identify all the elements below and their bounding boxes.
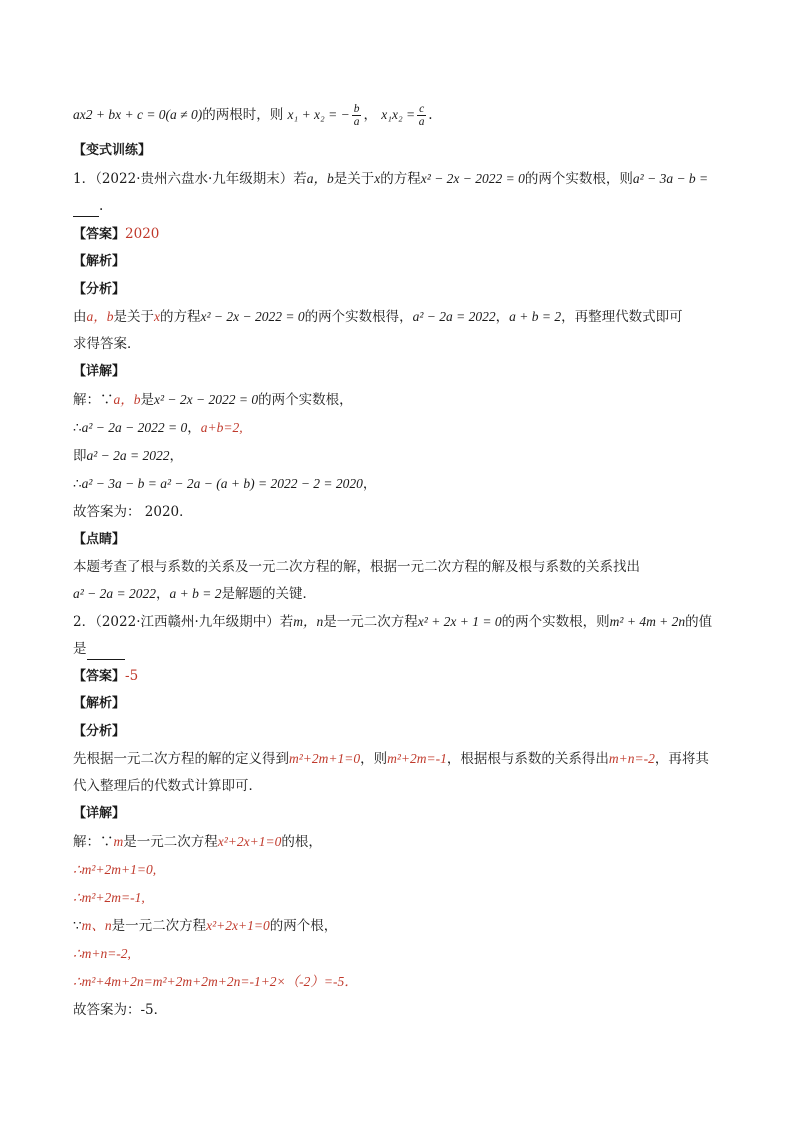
text: ，则 bbox=[360, 751, 388, 767]
q2-text: 的两个实数根，则 bbox=[501, 614, 610, 630]
text: ， bbox=[495, 309, 510, 325]
text: 解：∵ bbox=[73, 392, 114, 408]
q1-vars: a，b bbox=[306, 171, 334, 186]
text: ， bbox=[362, 476, 377, 492]
q2-detail-4 bbox=[73, 916, 337, 936]
frac-numerator: b bbox=[353, 103, 360, 115]
q2-fenxi-label: 【分析】 bbox=[73, 724, 126, 739]
text: ， bbox=[169, 448, 184, 464]
text: 解：∵ bbox=[73, 834, 114, 850]
equation: a² − 2a = 2022 bbox=[86, 448, 170, 463]
q1-stem bbox=[73, 169, 708, 189]
equation: a² − 2a − 2022 = 0 bbox=[81, 420, 188, 435]
q1-text: 是关于 bbox=[333, 171, 375, 187]
q1-detail-5: 故答案为： 2020． bbox=[73, 504, 193, 520]
text: 是一元二次方程 bbox=[111, 918, 207, 934]
q1-fenxi-label: 【分析】 bbox=[73, 282, 126, 297]
q2-vars: m，n bbox=[293, 614, 324, 629]
text: 是一元二次方程 bbox=[123, 834, 218, 850]
q2-detail-1 bbox=[73, 832, 322, 852]
q1-xiangjie-label: 【详解】 bbox=[73, 364, 126, 379]
answer-value: 2020 bbox=[125, 226, 160, 242]
q2-expression: m² + 4m + 2n bbox=[609, 614, 686, 629]
q2-analysis-line2: 代入整理后的代数式计算即可． bbox=[73, 778, 262, 794]
answer-label: 【答案】 bbox=[73, 227, 126, 242]
q2-detail-3: ∴m²+2m=-1, bbox=[73, 890, 145, 905]
vars: a，b bbox=[86, 309, 114, 324]
equation: a² − 2a = 2022 bbox=[412, 309, 496, 324]
q2-jiexi-label: 【解析】 bbox=[73, 696, 126, 711]
text: ， bbox=[187, 420, 201, 436]
text: ∴ bbox=[73, 476, 82, 492]
equation: x² − 2x − 2022 = 0 bbox=[154, 392, 259, 407]
separator: ， bbox=[363, 107, 377, 123]
q1-expression: a² − 3a − b = bbox=[632, 171, 709, 186]
section-title: 【变式训练】 bbox=[73, 143, 152, 158]
q2-detail-7: 故答案为：-5． bbox=[73, 1002, 168, 1018]
q2-analysis-line1 bbox=[73, 749, 709, 769]
q1-dianjing-label: 【点睛】 bbox=[73, 532, 126, 547]
q2-text: 是 bbox=[73, 641, 87, 657]
q1-analysis-line1 bbox=[73, 307, 683, 327]
text: ， bbox=[156, 586, 170, 602]
equation: a+b=2, bbox=[200, 420, 243, 435]
q2-equation: x² + 2x + 1 = 0 bbox=[417, 614, 502, 629]
text: 的根， bbox=[281, 834, 322, 850]
text: 是关于 bbox=[113, 309, 154, 325]
equation: a² − 2a = 2022 bbox=[73, 586, 157, 601]
q2-detail-6: ∴m²+4m+2n=m²+2m+2m+2n=-1+2×（-2）=-5． bbox=[73, 974, 358, 989]
q2-source: 2．（2022·江西赣州·九年级期中）若 bbox=[73, 614, 294, 630]
q2-stem-line2 bbox=[73, 639, 125, 660]
answer-blank bbox=[87, 639, 125, 660]
equation: x² − 2x − 2022 = 0 bbox=[200, 309, 305, 324]
q1-text: 的方程 bbox=[380, 171, 421, 187]
text: ，根据根与系数的关系得出 bbox=[446, 751, 609, 767]
frac-denominator: a bbox=[353, 116, 360, 128]
text: 是解题的关键． bbox=[221, 586, 317, 602]
equation: m²+2m+1=0 bbox=[289, 751, 361, 766]
q1-comment-2 bbox=[73, 584, 316, 604]
q2-detail-2: ∴m²+2m+1=0, bbox=[73, 862, 157, 877]
intro-product: x₁x₂ = bbox=[381, 107, 416, 122]
q1-detail-1 bbox=[73, 390, 353, 410]
q1-var-x: x bbox=[374, 171, 381, 186]
q1-detail-3 bbox=[73, 446, 183, 466]
text: ，再将其 bbox=[654, 751, 709, 767]
answer-label: 【答案】 bbox=[73, 669, 126, 684]
equation: m+n=-2 bbox=[608, 751, 655, 766]
equation: x²+2x+1=0 bbox=[206, 918, 270, 933]
q2-xiangjie-label: 【详解】 bbox=[73, 806, 126, 821]
q1-blank-line bbox=[73, 196, 103, 217]
text: 由 bbox=[73, 309, 87, 325]
frac-denominator: a bbox=[418, 116, 425, 128]
q1-answer bbox=[73, 224, 159, 245]
equation: m²+2m=-1 bbox=[387, 751, 447, 766]
equation: x²+2x+1=0 bbox=[217, 834, 282, 849]
q2-answer bbox=[73, 666, 138, 687]
text: 的两个根， bbox=[269, 918, 338, 934]
var-m: m bbox=[113, 834, 124, 849]
frac-numerator: c bbox=[419, 103, 425, 115]
intro-text: 的两根时，则 bbox=[202, 107, 284, 123]
equation: a² − 3a − b = a² − 2a − (a + b) = 2022 − 2 = 2020 bbox=[81, 476, 363, 491]
equation: a + b = 2 bbox=[169, 586, 222, 601]
q1-source: 1．（2022·贵州六盘水·九年级期末）若 bbox=[73, 171, 307, 187]
intro-sum: x₁ + x₂ = − bbox=[287, 107, 350, 122]
q1-analysis-line2: 求得答案． bbox=[73, 336, 141, 352]
q2-stem bbox=[73, 612, 712, 632]
text: ，再整理代数式即可 bbox=[561, 309, 683, 325]
text: 即 bbox=[73, 448, 87, 464]
text: 的两个实数根得， bbox=[304, 309, 413, 325]
fraction-c-over-a bbox=[417, 103, 426, 128]
q2-text: 的值 bbox=[685, 614, 713, 630]
q1-blank-end: . bbox=[99, 198, 104, 214]
q1-comment-1: 本题考查了根与系数的关系及一元二次方程的解，根据一元二次方程的解及根与系数的关系找出 bbox=[73, 559, 640, 575]
answer-blank bbox=[73, 196, 99, 217]
text: ∴ bbox=[73, 420, 82, 436]
intro-equation: ax2 + bx + c = 0(a ≠ 0) bbox=[73, 107, 203, 122]
text: 的方程 bbox=[160, 309, 201, 325]
q1-equation: x² − 2x − 2022 = 0 bbox=[420, 171, 525, 186]
q1-text: 的两个实数根，则 bbox=[524, 171, 633, 187]
q1-detail-2 bbox=[73, 418, 243, 438]
var-x: x bbox=[154, 309, 160, 324]
intro-end: . bbox=[428, 107, 433, 123]
intro-line bbox=[73, 103, 433, 128]
text: 的两个实数根， bbox=[258, 392, 353, 408]
vars: m、n bbox=[81, 918, 112, 933]
fraction-b-over-a bbox=[352, 103, 362, 128]
equation: a + b = 2 bbox=[509, 309, 562, 324]
text: 是 bbox=[140, 392, 154, 408]
q1-jiexi-label: 【解析】 bbox=[73, 254, 126, 269]
q2-detail-5: ∴m+n=-2, bbox=[73, 946, 131, 961]
text: 先根据一元二次方程的解的定义得到 bbox=[73, 751, 289, 767]
answer-value: -5 bbox=[125, 668, 139, 684]
vars: a，b bbox=[113, 392, 141, 407]
q2-text: 是一元二次方程 bbox=[323, 614, 418, 630]
text: ∵ bbox=[73, 918, 82, 934]
q1-detail-4 bbox=[73, 474, 376, 494]
